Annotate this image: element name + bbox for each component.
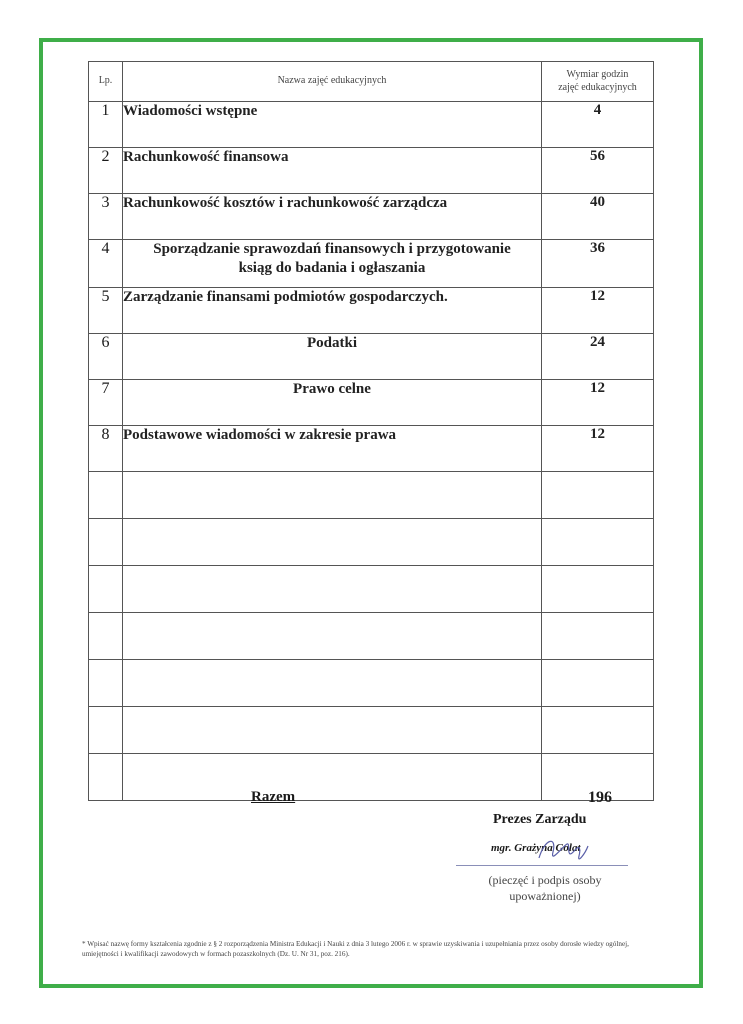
empty-table-row — [89, 566, 654, 613]
row-name-line1: Sporządzanie sprawozdań finansowych i przygotowanie — [153, 241, 511, 257]
row-hours: 40 — [542, 194, 654, 240]
row-lp: 8 — [89, 426, 123, 472]
signatory-title: Prezes Zarządu — [493, 812, 587, 827]
row-name: Wiadomości wstępne — [123, 102, 542, 148]
table-row — [89, 194, 654, 240]
row-name: Zarządzanie finansami podmiotów gospodarczych. — [123, 288, 542, 334]
total-label: Razem — [251, 789, 296, 805]
row-name: Rachunkowość finansowa — [123, 148, 542, 194]
row-name: Podstawowe wiadomości w zakresie prawa — [123, 426, 542, 472]
empty-table-row — [89, 613, 654, 660]
table-row — [89, 426, 654, 472]
row-name — [123, 240, 542, 288]
course-table — [88, 61, 654, 801]
empty-table-row — [89, 472, 654, 519]
row-lp: 6 — [89, 334, 123, 380]
table-row — [89, 334, 654, 380]
empty-table-row — [89, 754, 654, 801]
empty-table-row — [89, 660, 654, 707]
row-lp: 5 — [89, 288, 123, 334]
header-name: Nazwa zajęć edukacyjnych — [123, 62, 542, 102]
row-hours: 12 — [542, 380, 654, 426]
header-hours-line2: zajęć edukacyjnych — [558, 81, 637, 93]
table-row — [89, 288, 654, 334]
row-lp: 3 — [89, 194, 123, 240]
row-hours: 4 — [542, 102, 654, 148]
row-name: Rachunkowość kosztów i rachunkowość zarządcza — [123, 194, 542, 240]
row-name-line2: ksiąg do badania i ogłaszania — [238, 260, 426, 276]
empty-table-row — [89, 707, 654, 754]
row-lp: 7 — [89, 380, 123, 426]
row-name: Prawo celne — [123, 380, 542, 426]
signature-note — [470, 872, 620, 904]
signature-line — [456, 865, 628, 866]
header-hours — [542, 62, 654, 102]
row-hours: 12 — [542, 426, 654, 472]
empty-table-row — [89, 519, 654, 566]
row-hours: 24 — [542, 334, 654, 380]
signatory-name: mgr. Grażyna Golat — [491, 842, 581, 854]
table-row — [89, 240, 654, 288]
table-row — [89, 380, 654, 426]
table-row — [89, 148, 654, 194]
row-hours: 12 — [542, 288, 654, 334]
row-hours: 56 — [542, 148, 654, 194]
footnote: * Wpisać nazwę formy kształcenia zgodnie z § 2 rozporządzenia Ministra Edukacji i Nauki z dnia 3 lutego 2006 r. w sprawie uzyskiwania i uzupełniania przez osoby dorosłe wiedzy ogólnej, umiejętności i kwalifikacji zawodowych w formach pozaszkolnych (Dz. U. Nr 31, poz. 216). — [82, 940, 629, 958]
row-name: Podatki — [123, 334, 542, 380]
total-value: 196 — [588, 789, 612, 806]
header-hours-line1: Wymiar godzin — [566, 69, 629, 80]
row-lp: 1 — [89, 102, 123, 148]
header-lp: Lp. — [89, 62, 123, 102]
signature-note-line1: (pieczęć i podpis osoby — [488, 873, 602, 887]
row-hours: 36 — [542, 240, 654, 288]
signature-note-line2: upoważnionej) — [509, 889, 581, 903]
row-lp: 2 — [89, 148, 123, 194]
table-header-row — [89, 62, 654, 102]
row-lp: 4 — [89, 240, 123, 288]
table-row — [89, 102, 654, 148]
